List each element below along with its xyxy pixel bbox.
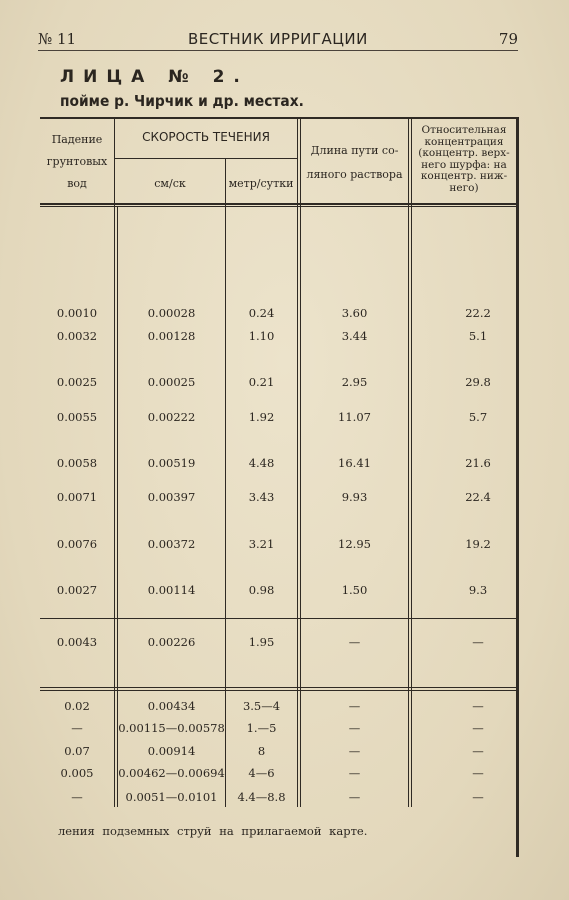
cell-concentration: — — [472, 744, 484, 758]
cell-speed-cm: 0.00519 — [147, 456, 196, 470]
header-bottom-rule — [40, 203, 519, 205]
cell-concentration: 19.2 — [465, 537, 491, 551]
table-top-rule — [40, 117, 519, 119]
col-header-speed-cm: см/ск — [154, 177, 186, 190]
cell-concentration: — — [472, 790, 484, 804]
section-rule-3 — [40, 690, 516, 691]
cell-fall: — — [71, 721, 83, 735]
cell-speed-cm: 0.00226 — [147, 635, 196, 649]
cell-speed-m: 1.92 — [248, 410, 275, 424]
col-header-length-line-2: ляного раствора — [306, 168, 403, 181]
col-header-conc-line-2: концентрация — [424, 135, 504, 148]
cell-fall: 0.0032 — [56, 329, 98, 343]
cell-speed-cm: 0.00025 — [147, 375, 196, 389]
cell-concentration: — — [472, 721, 484, 735]
cell-speed-m: 3.5—4 — [242, 699, 281, 713]
cell-length: 2.95 — [341, 375, 368, 389]
cell-speed-m: 3.43 — [248, 490, 275, 504]
col-header-fall-line-3: вод — [67, 177, 87, 190]
col-header-conc-line-3: (концентр. верх- — [418, 147, 510, 159]
cell-length: — — [348, 790, 361, 804]
cell-length: — — [348, 744, 361, 758]
issue-number: № 11 — [38, 30, 77, 48]
cell-concentration: — — [472, 766, 484, 780]
col-header-speed-m: метр/сутки — [228, 177, 294, 190]
cell-concentration: 9.3 — [468, 583, 488, 597]
journal-title: ВЕСТНИК ИРРИГАЦИИ — [188, 30, 368, 48]
table-heading: ЛИЦА № 2. — [60, 67, 249, 87]
cell-speed-m: 4.48 — [248, 456, 275, 470]
page-number: 79 — [498, 30, 518, 48]
col-header-fall-line-2: грунтовых — [46, 155, 108, 168]
cell-speed-cm: 0.00462—0.00694 — [118, 766, 225, 780]
col-header-fall-line-1: Падение — [51, 133, 103, 146]
cell-speed-m: 3.21 — [248, 537, 275, 551]
cell-concentration: 22.4 — [465, 490, 491, 504]
cell-speed-m: 0.98 — [248, 583, 275, 597]
header-bottom-rule-2 — [40, 206, 519, 207]
cell-fall: 0.005 — [60, 766, 94, 780]
data-table — [40, 117, 519, 857]
cell-length: 3.60 — [341, 306, 368, 320]
col-header-fall — [40, 129, 114, 195]
cell-speed-m: 8 — [257, 744, 266, 758]
cell-speed-cm: 0.00434 — [147, 699, 196, 713]
cell-length: 12.95 — [338, 537, 371, 551]
cell-length: 1.50 — [341, 583, 368, 597]
cell-length: 9.93 — [341, 490, 368, 504]
cell-fall: 0.0076 — [56, 537, 98, 551]
cell-concentration: — — [472, 699, 484, 713]
col-rule-1b — [117, 207, 118, 807]
footnote-text: ления подземных струй на прилагаемой карте. — [58, 824, 368, 838]
cell-speed-cm: 0.00028 — [147, 306, 196, 320]
section-rule-1 — [40, 618, 516, 619]
cell-speed-m: 4.4—8.8 — [237, 790, 286, 804]
cell-speed-m: 1.10 — [248, 329, 275, 343]
cell-length: — — [348, 635, 361, 649]
table-subheading: пойме р. Чирчик и др. местах. — [60, 92, 304, 110]
cell-concentration: 29.8 — [465, 375, 491, 389]
page-header — [38, 30, 518, 51]
cell-concentration: 5.1 — [468, 329, 488, 343]
col-header-conc-line-4: него шурфа: на — [421, 158, 507, 171]
cell-length: 16.41 — [338, 456, 371, 470]
cell-fall: — — [71, 790, 83, 804]
table-right-border — [516, 117, 519, 857]
cell-speed-m: 1.95 — [248, 635, 275, 649]
col-header-conc-line-5: концентр. ниж- — [420, 170, 508, 182]
cell-speed-cm: 0.00114 — [147, 583, 196, 597]
cell-length: — — [348, 721, 361, 735]
col-header-length — [301, 139, 408, 187]
cell-fall: 0.0055 — [56, 410, 98, 424]
col-header-length-line-1: Длина пути со- — [310, 144, 399, 157]
cell-speed-cm: 0.00397 — [147, 490, 196, 504]
cell-length: 11.07 — [338, 410, 371, 424]
cell-speed-cm: 0.00914 — [147, 744, 196, 758]
cell-speed-cm: 0.00115—0.00578 — [118, 721, 225, 735]
cell-fall: 0.0025 — [56, 375, 98, 389]
col-rule-4 — [408, 117, 409, 807]
cell-length: — — [348, 766, 361, 780]
cell-speed-cm: 0.00372 — [147, 537, 196, 551]
cell-fall: 0.0043 — [56, 635, 98, 649]
cell-fall: 0.02 — [64, 699, 90, 713]
cell-speed-m: 0.24 — [248, 306, 275, 320]
col-header-concentration — [412, 125, 516, 194]
cell-fall: 0.0058 — [56, 456, 98, 470]
cell-fall: 0.07 — [64, 744, 90, 758]
col-rule-1 — [114, 117, 115, 807]
cell-fall: 0.0071 — [56, 490, 98, 504]
col-header-conc-line-1: Относительная — [421, 124, 507, 136]
cell-fall: 0.0027 — [56, 583, 98, 597]
cell-fall: 0.0010 — [56, 306, 98, 320]
speed-subheader-rule — [115, 158, 297, 159]
cell-length: — — [348, 699, 361, 713]
cell-concentration: 5.7 — [468, 410, 488, 424]
cell-length: 3.44 — [341, 329, 368, 343]
cell-speed-cm: 0.0051—0.0101 — [125, 790, 218, 804]
cell-speed-m: 0.21 — [248, 375, 275, 389]
cell-speed-m: 4—6 — [248, 766, 275, 780]
col-header-speed-group: СКОРОСТЬ ТЕЧЕНИЯ — [142, 130, 270, 144]
cell-speed-cm: 0.00128 — [147, 329, 196, 343]
col-rule-3 — [297, 117, 298, 807]
section-rule-2 — [40, 687, 516, 688]
cell-concentration: 21.6 — [465, 456, 491, 470]
cell-speed-cm: 0.00222 — [147, 410, 196, 424]
cell-concentration: — — [472, 635, 484, 649]
cell-speed-m: 1.—5 — [246, 721, 277, 735]
cell-concentration: 22.2 — [465, 306, 491, 320]
col-header-conc-line-6: него) — [449, 181, 479, 194]
